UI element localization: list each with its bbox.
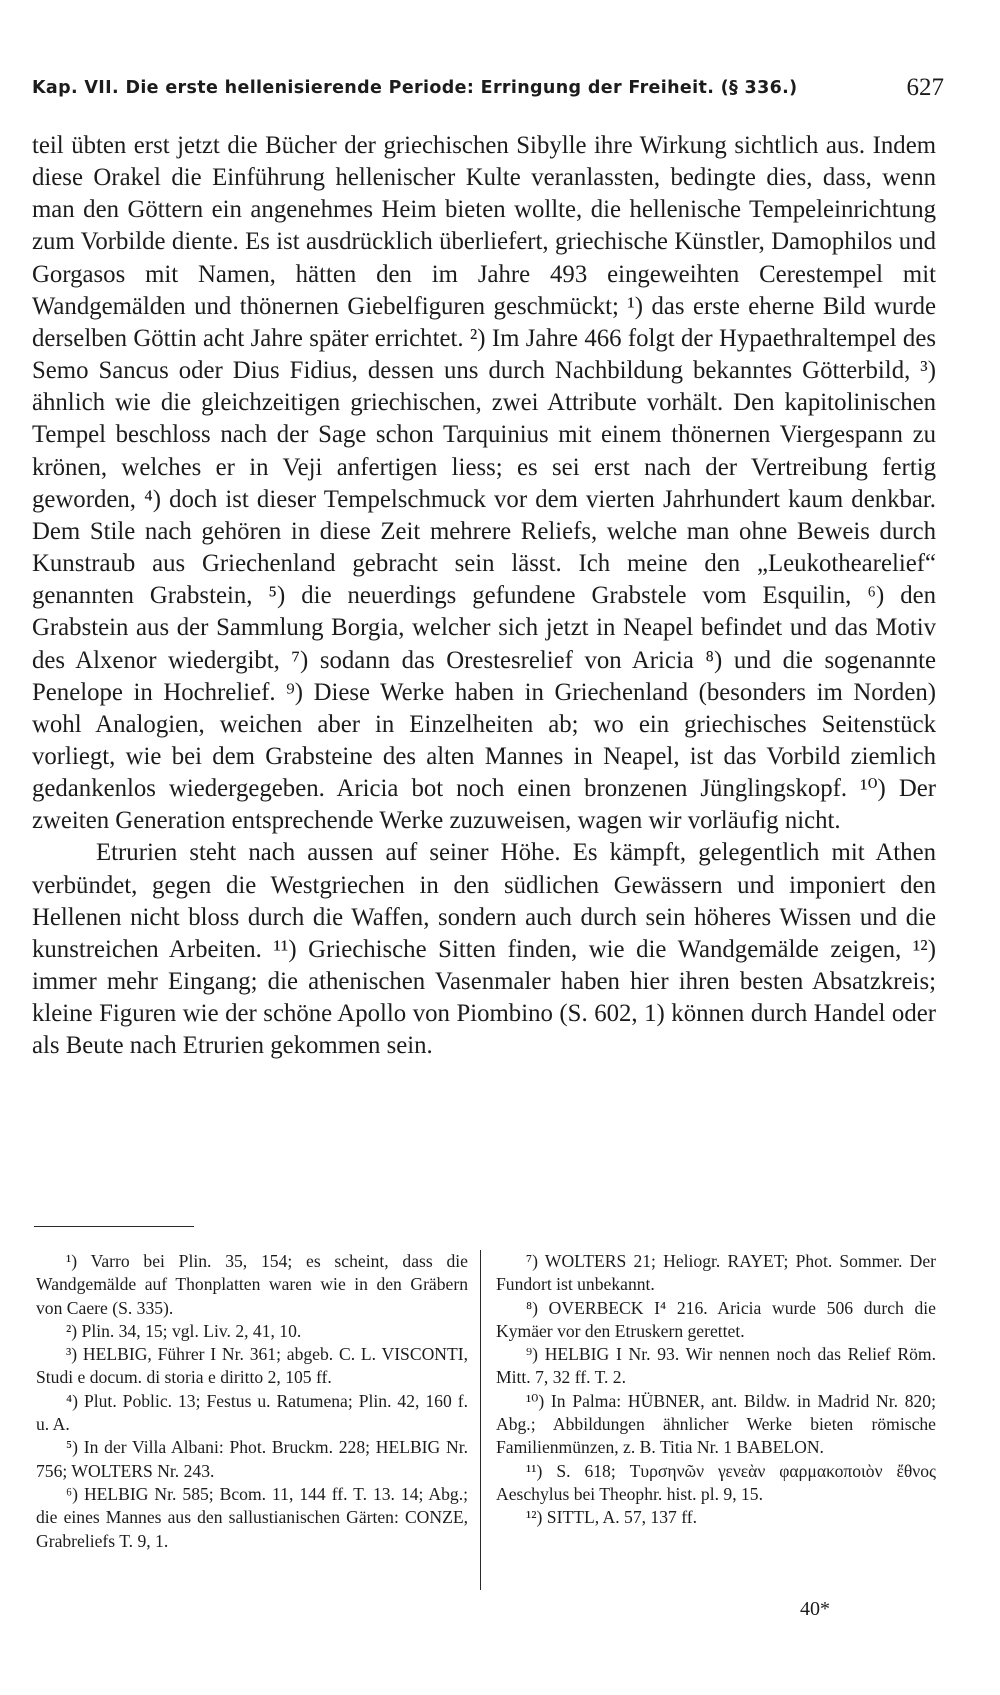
paragraph: Etrurien steht nach aussen auf seiner Höhe. Es kämpft, gelegentlich mit Athen verbündet, gegen die Westgriechen in den südlichen Gewässern und imponiert den Hellenen nicht bloss durch die Waffen, sondern auch durch sein höheres Wissen und die kunstreichen Arbeiten. ¹¹) Griechische Sitten finden, wie die Wandgemälde zeigen, ¹²) immer mehr Eingang; die athenischen Vasenmaler haben hier ihren besten Absatzkreis; kleine Figuren wie der schöne Apollo von Piombino (S. 602, 1) können durch Handel oder als Beute nach Etrurien gekommen sein. bbox=[32, 839, 936, 1060]
running-header bbox=[32, 74, 944, 108]
footnote: ⁵) In der Villa Albani: Phot. Bruckm. 228; HELBIG Nr. 756; WOLTERS Nr. 243. bbox=[36, 1437, 468, 1481]
page-number: 627 bbox=[906, 74, 944, 101]
footnote: ⁹) HELBIG I Nr. 93. Wir nennen noch das Relief Röm. Mitt. 7, 32 ff. T. 2. bbox=[496, 1344, 936, 1388]
footnote: ¹¹) S. 618; Τυρσηνῶν γενεὰν φαρμακοποιὸν ἔθνος Aeschylus bei Theophr. hist. pl. 9, 15. bbox=[496, 1460, 936, 1504]
footnote: ⁷) WOLTERS 21; Heliogr. RAYET; Phot. Sommer. Der Fundort ist unbekannt. bbox=[496, 1251, 936, 1295]
footnote: ²) Plin. 34, 15; vgl. Liv. 2, 41, 10. bbox=[66, 1320, 302, 1341]
paragraph: teil übten erst jetzt die Bücher der griechischen Sibylle ihre Wirkung sichtlich aus. Indem diese Orakel die Einführung hellenischer Kulte veranlassten, bedingte dies, dass, wenn man den Göttern ein angenehmes Heim bieten wollte, die hellenische Tempeleinrichtung zum Vorbilde diente. Es ist ausdrücklich überliefert, griechische Künstler, Damophilos und Gorgasos mit Namen, hätten den im Jahre 493 eingeweihten Cerestempel mit Wandgemälden und thönernen Giebelfiguren geschmückt; ¹) das erste eherne Bild wurde derselben Göttin acht Jahre später errichtet. ²) Im Jahre 466 folgt der Hypaethraltempel des Semo Sancus oder Dius Fidius, dessen uns durch Nachbildung bekanntes Götterbild, ³) ähnlich wie die gleichzeitigen griechischen, zwei Attribute vorhält. Den kapitolinischen Tempel beschloss nach der Sage schon Tarquinius mit einem thönernen Viergespann zu krönen, welches er in Veji anfertigen liess; es sei erst nach der Vertreibung fertig geworden, ⁴) doch ist dieser Tempelschmuck vor dem vierten Jahrhundert kaum denkbar. Dem Stile nach gehören in diese Zeit mehrere Reliefs, welche man ohne Beweis durch Kunstraub aus Griechenland gebracht sein lässt. Ich meine den „Leukothearelief“ genannten Grabstein, ⁵) die neuerdings gefundene Grabstele vom Esquilin, ⁶) den Grabstein aus der Sammlung Borgia, welcher sich jetzt in Neapel befindet und das Motiv des Alxenor wiedergibt, ⁷) sodann das Orestesrelief von Aricia ⁸) und die sogenannte Penelope in Hochrelief. ⁹) Diese Werke haben in Griechenland (besonders im Norden) wohl Analogien, weichen aber in Einzelheiten ab; wo ein griechisches Seitenstück vorliegt, wie bei dem Grabsteine des alten Mannes in Neapel, ist das Vorbild ziemlich gedankenlos wiedergegeben. Aricia bot noch einen bronzenen Jünglingskopf. ¹⁰) Der zweiten Generation entsprechende Werke zuzuweisen, wagen wir vorläufig nicht. bbox=[32, 132, 936, 835]
footnote: ¹⁰) In Palma: HÜBNER, ant. Bildw. in Madrid Nr. 820; Abg.; Abbildungen ähnlicher Werke bieten römische Familienmünzen, z. B. Titia Nr. 1 BABELON. bbox=[496, 1390, 936, 1458]
footnote: ¹) Varro bei Plin. 35, 154; es scheint, dass die Wandgemälde auf Thonplatten waren wie in den Gräbern von Caere (S. 335). bbox=[36, 1251, 468, 1318]
main-text bbox=[32, 130, 936, 1063]
chapter-title: Kap. VII. Die erste hellenisierende Periode: Erringung der Freiheit. (§ 336.) bbox=[32, 78, 798, 98]
footnote: ⁴) Plut. Poblic. 13; Festus u. Ratumena; Plin. 42, 160 f. u. A. bbox=[36, 1390, 468, 1435]
footnotes-right-column bbox=[496, 1250, 936, 1530]
column-divider bbox=[480, 1250, 481, 1590]
footnote: ⁶) HELBIG Nr. 585; Bcom. 11, 144 ff. T. 13. 14; Abg.; die eines Mannes aus den sallustianischen Gärten: CONZE, Grabreliefs T. 9, 1. bbox=[36, 1483, 468, 1551]
footnotes-left-column bbox=[36, 1250, 468, 1553]
footnote: ¹²) SITTL, A. 57, 137 ff. bbox=[526, 1507, 697, 1528]
footnote: ³) HELBIG, Führer I Nr. 361; abgeb. C. L. VISCONTI, Studi e docum. di storia e diritto 2, 105 ff. bbox=[36, 1344, 468, 1388]
footnote-rule bbox=[34, 1226, 194, 1227]
footnote: ⁸) OVERBECK I⁴ 216. Aricia wurde 506 durch die Kymäer vor den Etruskern gerettet. bbox=[496, 1297, 936, 1341]
sheet-signature: 40* bbox=[800, 1598, 830, 1620]
